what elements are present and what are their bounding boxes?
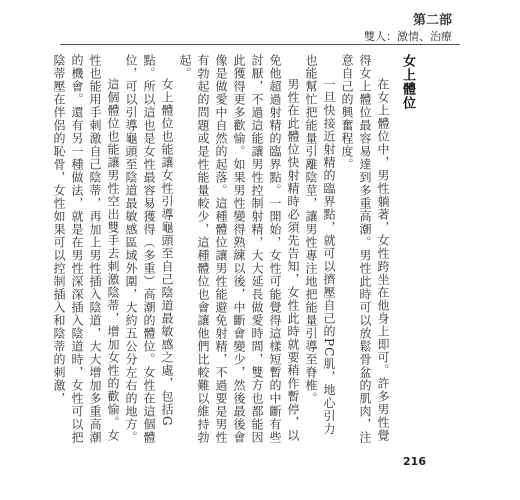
vertical-text-body (52, 54, 416, 446)
header-rule (60, 44, 460, 45)
page-number: 216 (403, 455, 426, 468)
part-title: 第二部 (412, 13, 452, 28)
paragraph: 男性在此體位快射精時必須先告知，女性此時就要稍作暫停，以免他超過射精的臨界點。一開始，女性可能覺得這樣短暫的中斷有些討厭，不過這能讓男性控制射精，大大延長做愛時間，雙方也都能因此獲得更多歡愉。如果男性變得熟練以後，中斷會變少，然後最後會像是做愛中自然的起落。這種體位讓男性能避免射精，不過要是男性有勃起的問題或是性能量較少，這種體位也會讓他們比較難以維持勃起。 (178, 54, 300, 444)
paragraph: 一旦快接近射精的臨界點，就可以擠壓自己的PC肌，地心引力也能幫忙把能量引離陰莖，讓男性專注地把能量引導至脊椎。 (304, 54, 336, 436)
paragraph: 這個體位也能讓男性空出雙手去刺激陰蒂，增加女性的歡愉。女性也能用手刺激自己陰蒂，再加上男性插入陰道，大大增加多重高潮的機會。還有另一種做法，就是在男性深深插入陰道時，女性可以把陰蒂壓在伴侶的恥骨，女性如果可以控制插入和陰蒂的刺激， (52, 54, 120, 444)
running-header (364, 12, 452, 44)
part-subtitle: 雙人：激情、治療 (364, 30, 452, 43)
section-title: 女上體位 (400, 54, 415, 110)
paragraph: 在女上體位中，男性躺著，女性跨坐在他身上即可。許多男性覺得女上體位最容易達到多重高潮。男性此時可以放鬆骨盆的肌肉，注意自己的興奮程度。 (340, 54, 390, 444)
paragraph: 女上體位也能讓女性引導龜頭至自己陰道最敏感之處，包括G點。所以這也是女性最容易獲得（多重）高潮的體位。女性在這個體位，可以引導龜頭至陰道最敏感區域外圍，大約五公分左右的地方。 (124, 54, 174, 444)
